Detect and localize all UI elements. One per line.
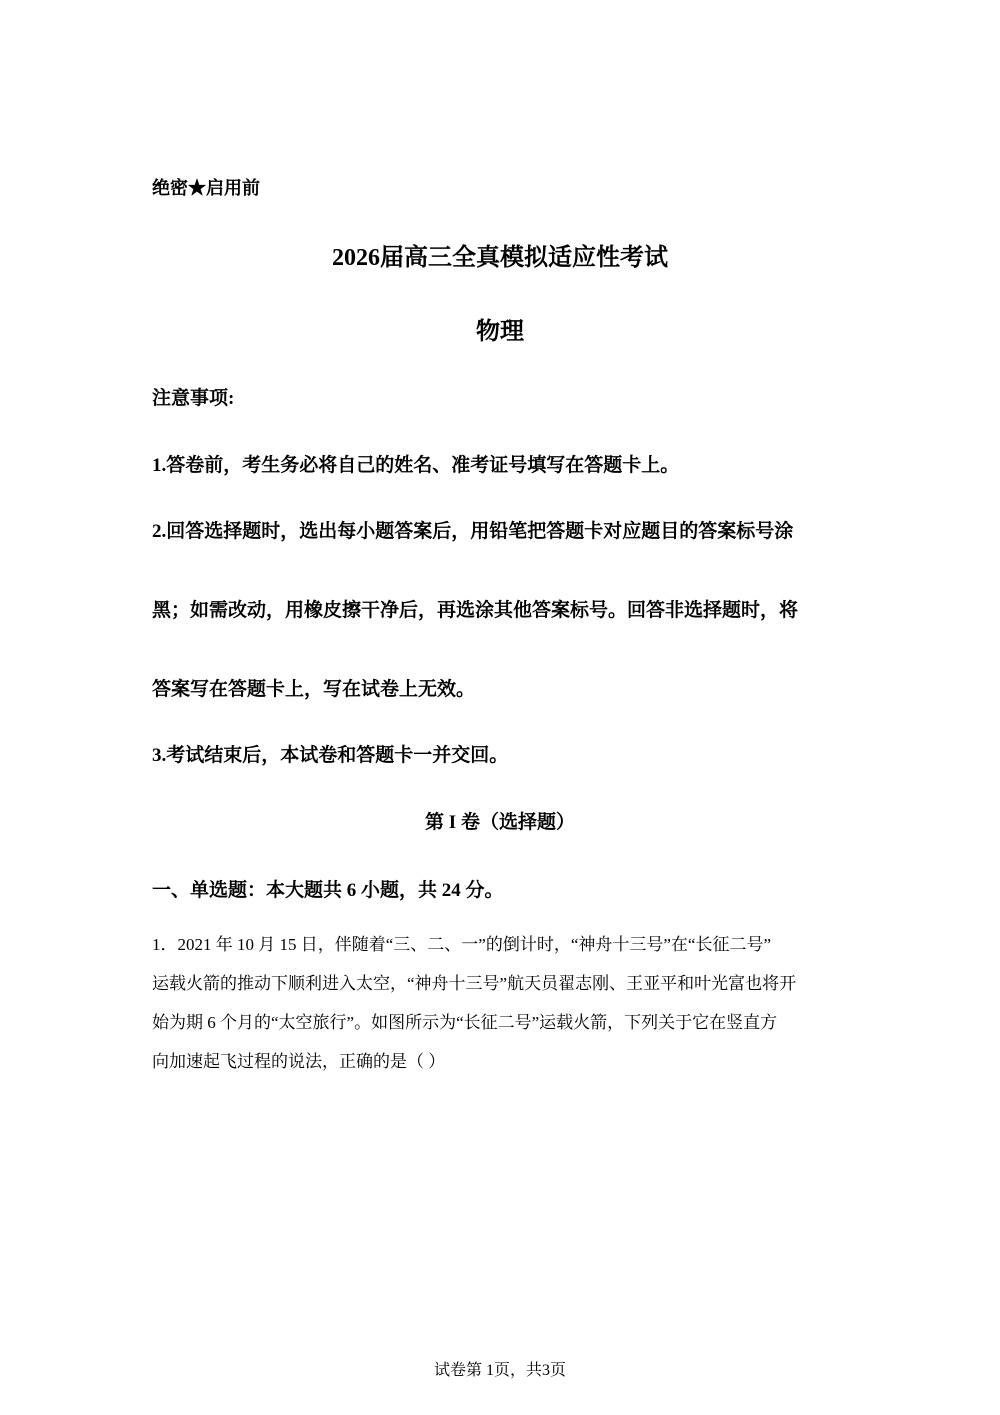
question-line: 1．2021 年 10 月 15 日，伴随着“三、二、一”的倒计时，“神舟十三号”在“长征二号”	[152, 935, 772, 954]
subject-title: 物理	[476, 319, 524, 345]
notice-item: 2.回答选择题时，选出每小题答案后，用铅笔把答题卡对应题目的答案标号涂	[152, 521, 794, 542]
exam-title: 2026届高三全真模拟适应性考试	[332, 245, 668, 271]
classified-label: 绝密★启用前	[152, 178, 260, 198]
notice-item: 3.考试结束后，本试卷和答题卡一并交回。	[152, 745, 509, 766]
question-line: 始为期 6 个月的“太空旅行”。如图所示为“长征二号”运载火箭，下列关于它在竖直方	[152, 1013, 778, 1032]
notice-item: 黑；如需改动，用橡皮擦干净后，再选涂其他答案标号。回答非选择题时，将	[152, 600, 799, 621]
question-line: 向加速起飞过程的说法，正确的是（ ）	[152, 1052, 446, 1071]
notice-item: 1.答卷前，考生务必将自己的姓名、准考证号填写在答题卡上。	[152, 455, 680, 476]
notice-item: 答案写在答题卡上，写在试卷上无效。	[152, 679, 476, 700]
part-heading: 一、单选题：本大题共 6 小题，共 24 分。	[152, 880, 504, 901]
section-heading: 第 I 卷（选择题）	[425, 812, 575, 833]
page-footer: 试卷第 1页，共3页	[433, 1362, 566, 1379]
question-line: 运载火箭的推动下顺利进入太空，“神舟十三号”航天员翟志刚、王亚平和叶光富也将开	[152, 974, 797, 993]
notice-heading: 注意事项:	[152, 388, 235, 409]
